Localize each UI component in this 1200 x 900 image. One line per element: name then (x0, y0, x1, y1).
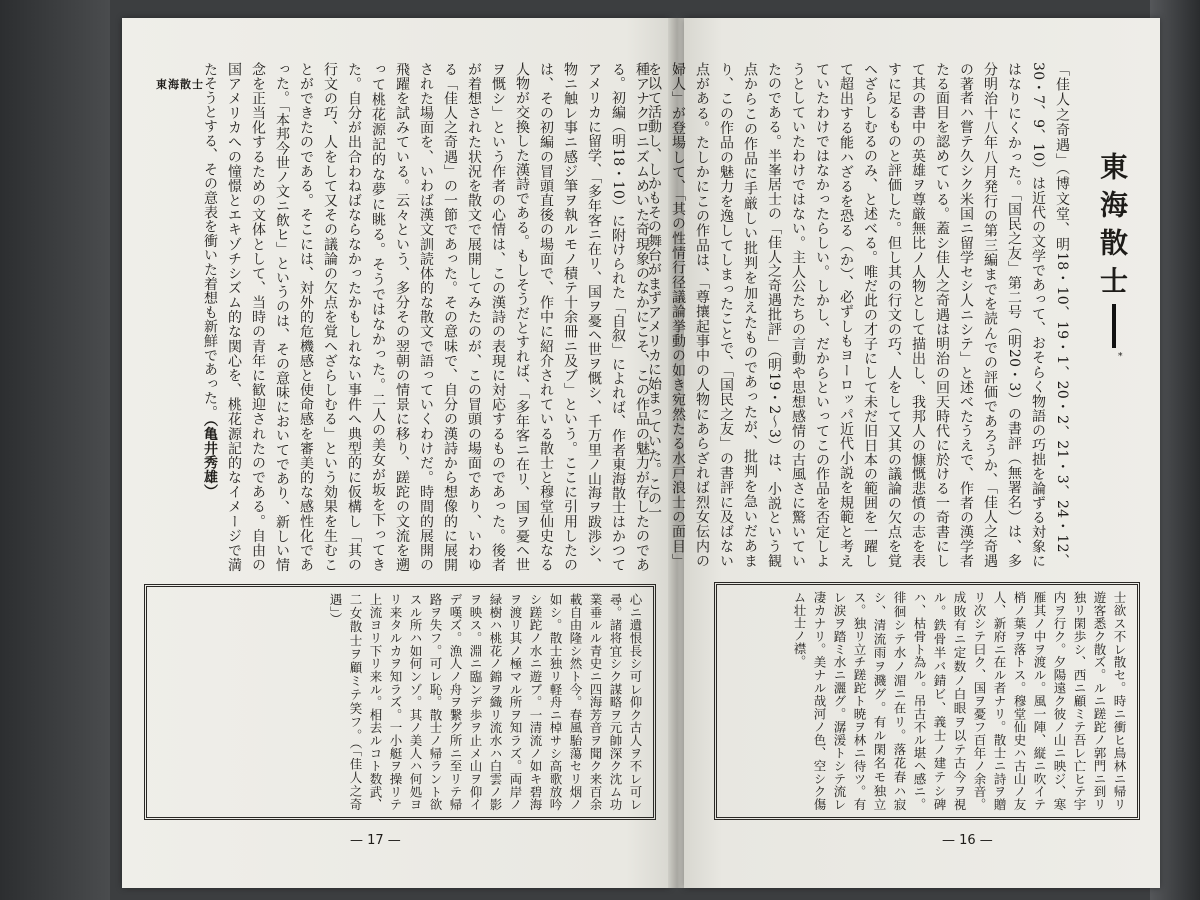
title-asterisk: * (1118, 352, 1123, 362)
quote-source: （「佳人之奇遇」） (328, 593, 363, 811)
left-quote-box (144, 584, 656, 820)
author-credit: （亀井秀雄） (202, 419, 218, 499)
article-title: 東海散士 (1096, 152, 1129, 304)
running-header: 東海散士 (156, 78, 204, 91)
right-quote-text: 士欲ス不レ散セ。時ニ衝ヒ鳥林ニ帰リ遊客悉ク散ズ。ルニ蹉跎ノ郭門ニ到リ独リ閑歩シ、西ニ顧ミテ吾レ亡ヒテ宇内ヲ行ク。夕陽遠ク彼ノ山ニ映ジ、寒雁其ノ中ヲ渡ル。風一陣、縦ニ吹イテ梢ノ葉ヲ落トス。穆堂仙史ハ古山ノ友人、新府ニ在ル者ナリ。散士ニ詩ヲ贈リ次シテ曰ク、国ヲ憂フ百年ノ余音。成敗有ニ定数ノ白眼ヲ以テ古今ヲ視ル。鉄骨半バ錆ビ、義士ノ建テシ碑ハ、枯骨ト為ル。吊古不ル堪ヘ感ニ。徘徊シテ水ノ湄ニ在リ。落花春ハ寂シ、清流雨ヲ濺グ。有ル閑名モ独立ス。独リ立チ蹉跎ト暁ヲ林ニ待ツ。有レ涙ヲ踏ミ水ニ灑グ。潺湲トシテ流レ凄カナリ。美ナル哉河ノ色、空シク傷ム壮士ノ襟。 (792, 591, 1127, 811)
left-page (122, 18, 670, 888)
page-number-right: — 16 — (942, 833, 993, 848)
right-body-text: 「佳人之奇遇」（博文堂、明18・10、19・1、20・2、21・3、24・12、30・7、9、10）は近代の文学であって、おそらく物語の巧拙を論ずる対象にはなりにくかった。「国民之友」第二号（明20・3）の書評（無署名）は、多分明治十八年八月発行の第三編までを読んでの評価であろうか、「佳人之奇遇の著者ハ嘗テ久シク米国ニ留学セシ人ニシテ」と述べたうえで、作者の漢学者たる面目を認めている。蓋シ佳人之奇遇は明治の回天時代に於ける一奇書にして其の書中の英雄ヲ尊厳無比ノ人物として描出し、我邦人の慷慨悲憤の志を表すに足るものと評価した。但し其の行文の巧、人をして又其の議論の欠点を覚ヘざらしむるのみ、と述べる。唯だ此の才子にして未だ旧日本の範囲を一躍して超出する能ハざるを恐る（か）、必ずしもヨーロッパ近代小説を規範と考えていたわけではなかったらしい。しかし、だからといってこの作品を否定しようとしていたわけではない。主人公たちの言動や思想感情の古風さに驚いていたのである。半峯居士の「佳人之奇遇批評」（明19・2〜3）は、小説という観点からこの作品に手厳しい批判を加えたものであったが、批判を急いだあまり、この作品の魅力を逸してしまったことで、「国民之友」の書評に及ばない点がある。たしかにこの作品は、「尊攘起事中の人物にあらざれば烈女伝内の婦人」が登場して、「其の性情行径議論挙動の如き宛然たる水戸浪士の面目」を以て活動し、しかもその舞台がまずアメリカに始まっていた。この一 (646, 62, 1070, 568)
title-rule (1112, 304, 1116, 348)
left-quote-body: 心ニ遺恨長シ可レ仰ク古人ヲ不レ可レ尋。諸将宜シク謀略ヲ元帥深ク沈ム功業垂ルル青史ニ四海芳音ヲ聞ク来百余載自由隆シ然ト今。春風駘蕩セリ烟ノ如シ。散士独リ軽舟ニ棹サシ高歌放吟シ蹉跎ノ水ニ遊ブ。一清流ノ如キ碧海ヲ渡リ其ノ極マル所ヲ知ラズ。両岸ノ緑樹ハ桃花ノ錦ヲ織リ流水ハ白雲ノ影ヲ映ス。淵ニ臨ンデ歩ヲ止メ山ヲ仰イデ嘆ズ。漁人ノ舟ヲ繋グ所ニ至リテ帰路ヲ失フ。可レ恥。散士ノ帰ラント欲スル所ハ如何ンゾ。其ノ美人ハ何処ヨリ来タルカヲ知ラズ。一小艇ヲ操リテ上流ヨリ下リ来ル。相去ルコト数武、二女散士ヲ顧ミテ笑フ。 (348, 593, 643, 811)
background-left-edge (0, 0, 110, 900)
left-body-text (148, 62, 654, 572)
right-page (646, 18, 1160, 888)
right-quote-box (714, 582, 1140, 820)
page-number-left: — 17 — (350, 833, 401, 848)
left-body-paragraph: 種アナクロニズムめいた奇現象のなかにこそ、この作品の魅力が存したのである。初編（明18・10）に附けられた「自叙」によれば、作者東海散士はかつてアメリカに留学、「多年客ニ在リ、国ヲ憂ヘ世ヲ慨シ、千万里ノ山海ヲ跋渉シ、物ニ触レ事ニ感ジ筆ヲ執ルモノ積テ十余冊ニ及ブ」という。ここに引用したのは、その初編の冒頭直後の場面で、作中に紹介されている散士と穆堂仙史なる人物が交換した漢詩である。もしそうだとすれば、「多年客ニ在リ、国ヲ憂ヘ世ヲ慨シ」という作者の心情は、この漢詩の表現に対応するものであった。後者が着想された状況を散文で展開してみたのが、この冒頭の場面であり、いわゆる「佳人之奇遇」の一節であった。その意味で、自分の漢詩から想像的に展開された場面を、いわば漢文訓読体的な散文で語っていくわけだ。時間的展開の飛躍を試みている。云々という、多分その翌朝の情景に移り、蹉跎の文流を遡って桃花源記的な夢に眺る。そうではなかった。二人の美女が坂を下ってきた。自分が出合わねばならなかったかもしれない事件へ典型的に仮構し「其の行文の巧、人をして又その議論の欠点を覚ヘざらしむる」という効果を生むことができたのである。そこには、対外的危機感と使命感を審美的な感性化であった。「本邦今世ノ文ニ飲ヒ」というのは、その意味においてであり、新しい情念を正当化するための文体として、当時の青年に歓迎されたのである。自由の国アメリカへの憧憬とエキゾチシズム的な関心を、桃花源記的なイメージで満たそうとする、その意表を衝いた着想も新鮮であった。 (202, 62, 650, 572)
left-quote-text (155, 593, 645, 811)
